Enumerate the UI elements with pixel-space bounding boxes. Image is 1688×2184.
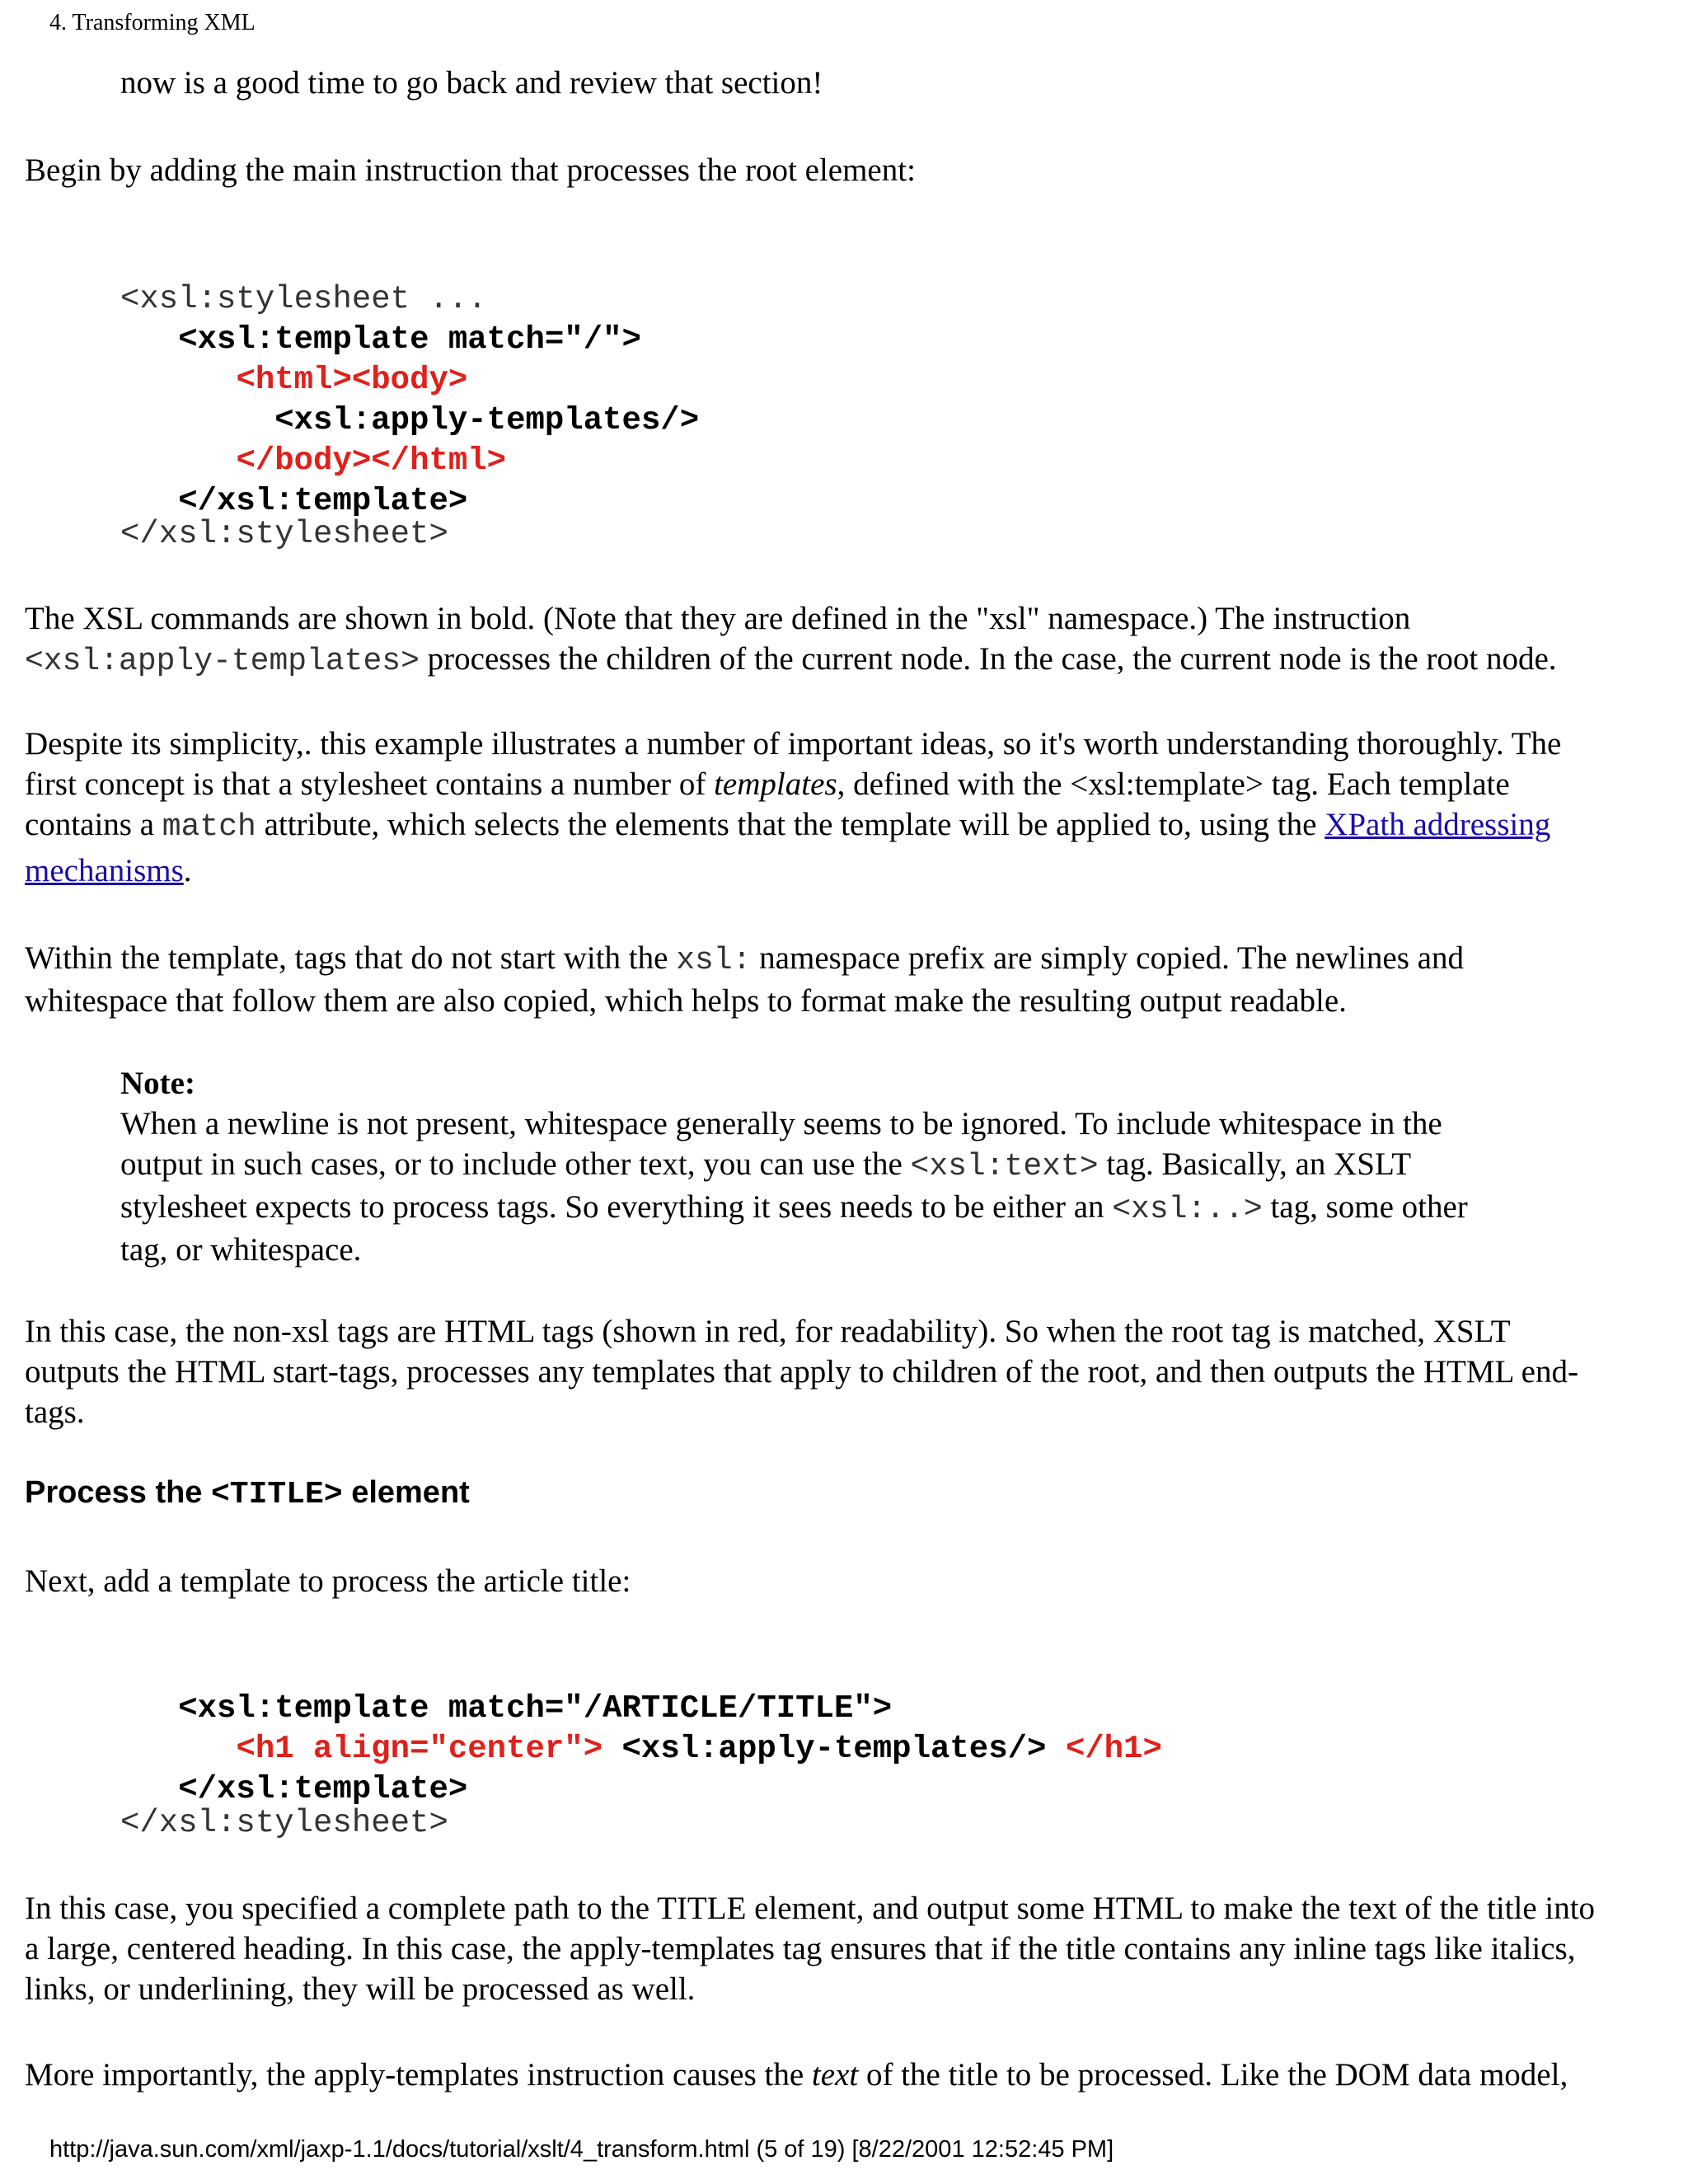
section-heading [25, 1475, 470, 1512]
xpath-link[interactable]: XPath addressing [1325, 807, 1551, 842]
code-line: <xsl:apply-templates/> [274, 402, 700, 438]
paragraph-text: namespace prefix are simply copied. The newlines and [751, 940, 1464, 976]
intro-line: now is a good time to go back and review that section! [120, 65, 823, 101]
note-text: tag, some other [1262, 1189, 1468, 1225]
running-header: 4. Transforming XML [49, 10, 256, 35]
paragraph-despite [25, 724, 1665, 891]
paragraph-line: tags. [25, 1394, 85, 1430]
paragraph-within-template [25, 938, 1665, 1021]
paragraph-text: . [183, 853, 192, 888]
paragraph-text: , defined with the <xsl:template> tag. Each template [837, 766, 1510, 802]
code-line: <xsl:stylesheet ... [120, 281, 487, 317]
code-line: </xsl:template> [178, 483, 468, 519]
paragraph-line: a large, centered heading. In this case, the apply-templates tag ensures that if the title contains any inline tags like italics, [25, 1931, 1576, 1966]
inline-code: <xsl:text> [910, 1149, 1099, 1184]
inline-code: <xsl:..> [1112, 1192, 1263, 1227]
paragraph-line [25, 938, 1665, 981]
inline-code: match [162, 809, 256, 845]
paragraph-text: first concept is that a stylesheet contains a number of [25, 766, 715, 802]
code-line-indent [120, 402, 274, 438]
inline-code: <xsl:apply-templates> [25, 644, 420, 679]
heading-code: <TITLE> [211, 1477, 343, 1512]
code-line-indent [120, 1690, 178, 1727]
heading-text: element [342, 1475, 470, 1510]
code-line: <xsl:template match="/"> [178, 321, 641, 358]
code-line-indent [120, 1731, 236, 1767]
note-line [120, 1187, 1653, 1230]
code-line-indent [120, 362, 236, 398]
code-line: </h1> [1065, 1731, 1162, 1767]
note-text: output in such cases, or to include other text, you can use the [120, 1146, 911, 1182]
code-line: <xsl:apply-templates/> [603, 1731, 1066, 1767]
code-block-stylesheet-end-2 [120, 1803, 448, 1844]
paragraph-text: contains a [25, 807, 162, 842]
code-line: <xsl:template match="/ARTICLE/TITLE"> [178, 1690, 893, 1727]
note-text: tag. Basically, an XSLT [1098, 1146, 1412, 1182]
code-line: <html><body> [236, 362, 468, 398]
paragraph-non-xsl [25, 1311, 1665, 1432]
xpath-link-continued[interactable]: mechanisms [25, 853, 184, 888]
paragraph-text: of the title to be processed. Like the DOM data model, [858, 2057, 1568, 2093]
note-line [120, 1144, 1653, 1187]
paragraph-more-importantly [25, 2055, 1665, 2095]
code-line-indent [120, 321, 178, 358]
paragraph-line [25, 764, 1665, 804]
code-line: </body></html> [236, 443, 507, 479]
note-block [120, 1063, 1653, 1270]
paragraph-line: In this case, you specified a complete path to the TITLE element, and output some HTML to make the text of the title into [25, 1891, 1596, 1926]
paragraph-line: In this case, the non-xsl tags are HTML tags (shown in red, for readability). So when the root tag is matched, XSLT [25, 1314, 1511, 1349]
paragraph-line: links, or underlining, they will be processed as well. [25, 1971, 696, 2007]
paragraph-line: The XSL commands are shown in bold. (Note that they are defined in the "xsl" namespace.) The instruction [25, 601, 1411, 636]
code-line: </xsl:stylesheet> [120, 1805, 448, 1841]
note-title: Note: [120, 1066, 195, 1101]
inline-code: xsl: [676, 943, 752, 978]
paragraph-line: Despite its simplicity,. this example illustrates a number of important ideas, so it's worth understanding thoroughly. The [25, 726, 1562, 762]
note-line: When a newline is not present, whitespace generally seems to be ignored. To include whitespace in the [120, 1106, 1442, 1141]
paragraph-line: whitespace that follow them are also copied, which helps to format make the resulting output readable. [25, 983, 1347, 1019]
paragraph-text: More importantly, the apply-templates instruction causes the [25, 2057, 812, 2093]
code-line-indent [120, 1771, 178, 1807]
paragraph-text: processes the children of the current node. In the case, the current node is the root node. [419, 641, 1557, 677]
note-text: stylesheet expects to process tags. So everything it sees needs to be either an [120, 1189, 1113, 1225]
paragraph-complete-path [25, 1888, 1665, 2009]
next-paragraph: Next, add a template to process the article title: [25, 1563, 631, 1599]
paragraph-line: outputs the HTML start-tags, processes any templates that apply to children of the root, and then outputs the HTML end- [25, 1354, 1578, 1390]
paragraph-line [25, 851, 1665, 891]
paragraph-text: attribute, which selects the elements that the template will be applied to, using the [256, 807, 1325, 842]
begin-paragraph: Begin by adding the main instruction that processes the root element: [25, 152, 916, 188]
note-line: tag, or whitespace. [120, 1232, 362, 1268]
code-line: <h1 align="center"> [236, 1731, 603, 1767]
paragraph-text: Within the template, tags that do not start with the [25, 940, 677, 976]
paragraph-line [25, 639, 1665, 682]
emphasis-templates: templates [714, 766, 837, 802]
code-block-stylesheet-end [120, 514, 448, 555]
paragraph-xsl-commands [25, 598, 1665, 682]
paragraph-line [25, 2055, 1665, 2095]
paragraph-line [25, 804, 1665, 847]
code-block-title-template [120, 1648, 1162, 1810]
code-line: </xsl:stylesheet> [120, 516, 448, 552]
code-block-stylesheet [120, 239, 699, 522]
heading-text: Process the [25, 1475, 211, 1510]
code-line: </xsl:template> [178, 1771, 468, 1807]
page-footer-url: http://java.sun.com/xml/jaxp-1.1/docs/tutorial/xslt/4_transform.html (5 of 19) [8/22/2001 12:52:45 PM] [49, 2136, 1114, 2163]
emphasis-text: text [811, 2057, 859, 2093]
code-line-indent [120, 443, 236, 479]
